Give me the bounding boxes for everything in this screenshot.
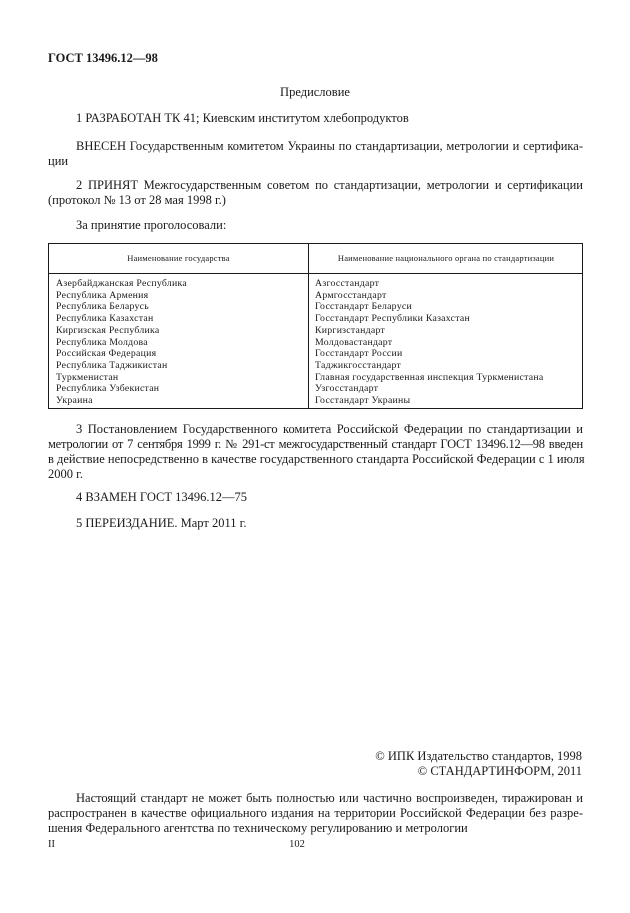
paragraph-3 bbox=[48, 178, 583, 208]
states-column bbox=[56, 278, 187, 407]
table-cell-organ: Армгосстандарт bbox=[315, 289, 387, 301]
paragraph-2 bbox=[48, 139, 583, 169]
paragraph-1: 1 РАЗРАБОТАН ТК 41; Киевским институтом хлебопродуктов bbox=[76, 111, 409, 125]
table-cell-organ: Главная государственная инспекция Туркменистана bbox=[315, 371, 544, 383]
table-cell-organ: Госстандарт Украины bbox=[315, 395, 411, 407]
table-cell-state: Республика Беларусь bbox=[56, 301, 149, 313]
copyright-notice bbox=[48, 791, 583, 836]
table-cell-organ: Госстандарт России bbox=[315, 348, 403, 360]
paragraph-3-line: (протокол № 13 от 28 мая 1998 г.) bbox=[48, 193, 226, 207]
table-cell-state: Республика Армения bbox=[56, 289, 149, 301]
table-cell-state: Республика Узбекистан bbox=[56, 383, 160, 395]
paragraph-6: 4 ВЗАМЕН ГОСТ 13496.12—75 bbox=[76, 490, 247, 504]
table-cell-organ: Госстандарт Республики Казахстан bbox=[315, 313, 470, 325]
table-header-organ: Наименование национального органа по стандартизации bbox=[337, 253, 555, 263]
table-cell-state: Российская Федерация bbox=[56, 348, 157, 360]
table-cell-state: Республика Молдова bbox=[56, 336, 148, 348]
table-cell-state: Киргизская Республика bbox=[56, 324, 160, 336]
footer-roman-numeral: II bbox=[48, 839, 55, 850]
paragraph-5-line: 3 Постановлением Государственного комитета Российской Федерации по стандартизации и bbox=[76, 422, 583, 436]
notice-line: распространен в качестве официального издания на территории Российской Федерации без разре- bbox=[48, 806, 583, 820]
notice-line: шения Федерального агентства по техническому регулированию и метрологии bbox=[48, 821, 468, 835]
table-cell-organ: Госстандарт Беларуси bbox=[315, 301, 412, 313]
footer-page-number: 102 bbox=[289, 839, 305, 850]
table-cell-state: Туркменистан bbox=[56, 371, 119, 383]
paragraph-5 bbox=[48, 422, 583, 482]
copyright-2011: © СТАНДАРТИНФОРМ, 2011 bbox=[417, 764, 582, 778]
paragraph-3-line: 2 ПРИНЯТ Межгосударственным советом по стандартизации, метрологии и сертификации bbox=[76, 178, 583, 192]
paragraph-5-line: метрологии от 7 сентября 1999 г. № 291-ст межгосударственный стандарт ГОСТ 13496.12—98 введен bbox=[48, 437, 583, 451]
table-cell-organ: Таджикгосстандарт bbox=[315, 359, 402, 371]
table-cell-organ: Азгосстандарт bbox=[315, 278, 380, 289]
table-column-divider bbox=[308, 244, 309, 408]
notice-line: Настоящий стандарт не может быть полностью или частично воспроизведен, тиражирован и bbox=[76, 791, 583, 805]
organs-column bbox=[315, 278, 543, 407]
voting-table bbox=[48, 243, 583, 409]
page-title: Предисловие bbox=[280, 85, 350, 99]
table-cell-state: Республика Казахстан bbox=[56, 313, 154, 325]
copyright-1998: © ИПК Издательство стандартов, 1998 bbox=[375, 749, 582, 763]
table-cell-state: Украина bbox=[56, 395, 93, 407]
document-header: ГОСТ 13496.12—98 bbox=[48, 51, 158, 65]
table-header-divider bbox=[49, 273, 582, 274]
table-cell-organ: Узгосстандарт bbox=[315, 383, 379, 395]
paragraph-2-line: ВНЕСЕН Государственным комитетом Украины по стандартизации, метрологии и сертифика- bbox=[76, 139, 583, 153]
table-cell-state: Азербайджанская Республика bbox=[56, 278, 187, 289]
table-header-state: Наименование государства bbox=[127, 253, 230, 263]
paragraph-2-line: ции bbox=[48, 154, 69, 168]
paragraph-4: За принятие проголосовали: bbox=[76, 218, 227, 232]
paragraph-7: 5 ПЕРЕИЗДАНИЕ. Март 2011 г. bbox=[76, 516, 247, 530]
paragraph-5-line: в действие непосредственно в качестве государственного стандарта Российской Федерации с 1 июля bbox=[48, 452, 585, 466]
table-cell-organ: Киргизстандарт bbox=[315, 324, 386, 336]
table-cell-organ: Молдовастандарт bbox=[315, 336, 393, 348]
table-cell-state: Республика Таджикистан bbox=[56, 359, 168, 371]
paragraph-5-line: 2000 г. bbox=[48, 467, 83, 481]
